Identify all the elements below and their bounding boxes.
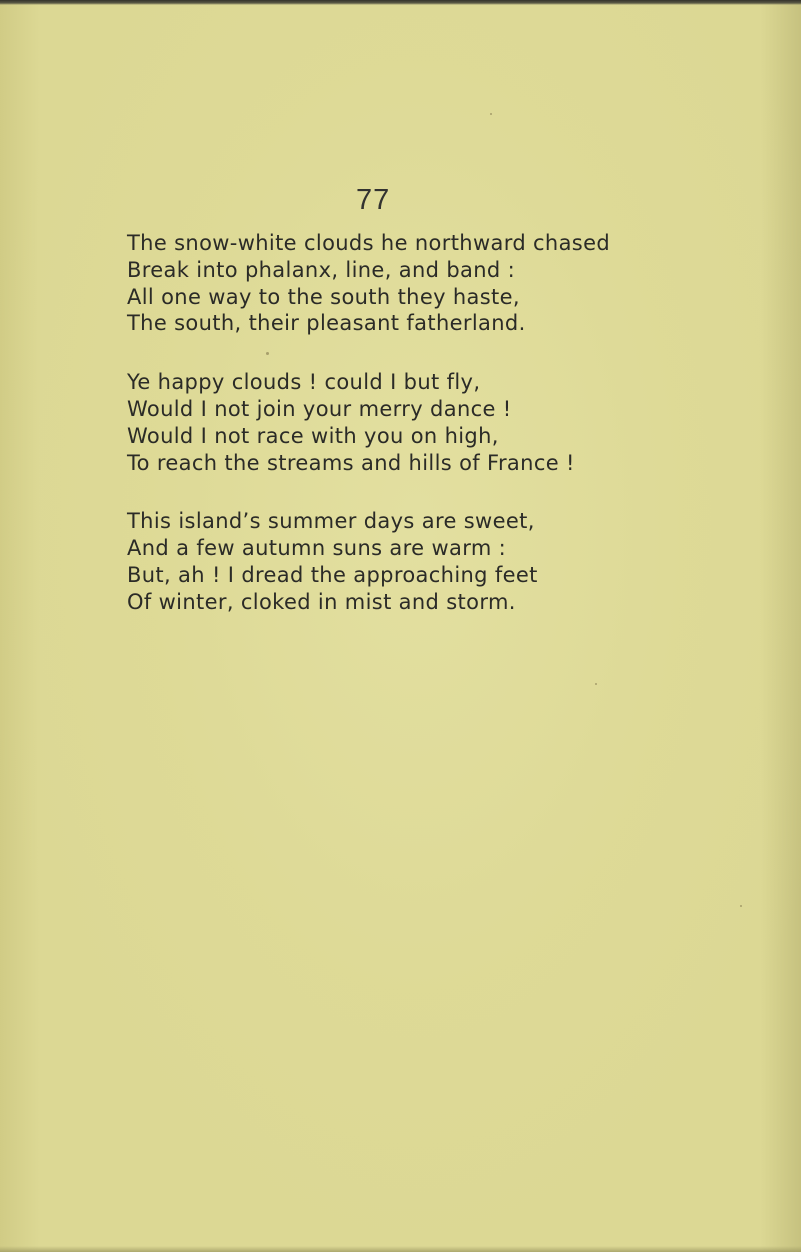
paper-speck bbox=[490, 113, 492, 115]
paper-speck bbox=[595, 683, 597, 685]
poem-line: This island’s summer days are sweet, bbox=[127, 509, 535, 534]
stanza-2 bbox=[127, 369, 767, 476]
poem-line: The snow-white clouds he northward chased bbox=[127, 231, 611, 255]
paper-speck bbox=[266, 352, 269, 355]
page-bottom-edge bbox=[0, 1246, 801, 1252]
stanza-3 bbox=[127, 508, 767, 615]
stanza-1 bbox=[127, 230, 767, 337]
poem-line: Break into phalanx, line, and band : bbox=[127, 257, 516, 282]
paper-speck bbox=[740, 905, 742, 907]
page-top-edge bbox=[0, 0, 801, 5]
poem-line: But, ah ! I dread the approaching feet bbox=[127, 562, 538, 587]
poem-line: All one way to the south they haste, bbox=[127, 284, 520, 309]
poem-line: The south, their pleasant fatherland. bbox=[127, 311, 526, 336]
poem-line: To reach the streams and hills of France ! bbox=[127, 450, 575, 475]
page-number: 77 bbox=[356, 184, 391, 216]
poem-line: Of winter, cloked in mist and storm. bbox=[127, 589, 516, 614]
poem bbox=[127, 230, 767, 616]
poem-line: Would I not race with you on high, bbox=[127, 423, 499, 448]
poem-line: Ye happy clouds ! could I but fly, bbox=[127, 370, 481, 395]
poem-line: And a few autumn suns are warm : bbox=[127, 536, 507, 561]
poem-line: Would I not join your merry dance ! bbox=[127, 396, 512, 421]
